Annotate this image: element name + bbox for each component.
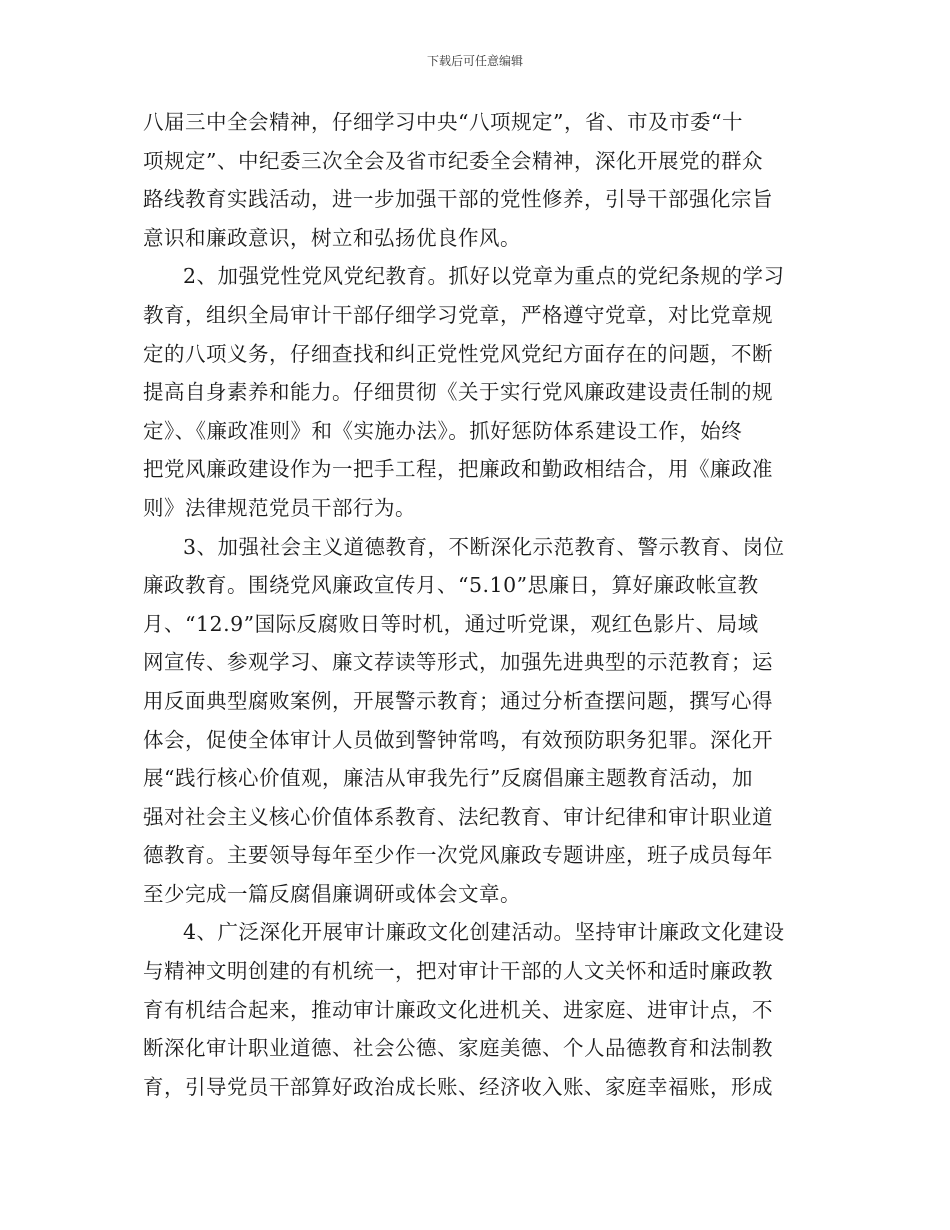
text-line: 体会，促使全体审计人员做到警钟常鸣，有效预防职务犯罪。深化开 (143, 727, 773, 752)
text-line: 强对社会主义核心价值体系教育、法纪教育、审计纪律和审计职业道 (143, 804, 773, 829)
text-line: 4、广泛深化开展审计廉政文化创建活动。坚持审计廉政文化建设 (183, 920, 785, 945)
paragraph-3 (143, 528, 808, 914)
text-line: 网宣传、参观学习、廉文荐读等形式，加强先进典型的示范教育；运 (143, 650, 773, 675)
text-line: 提高自身素养和能力。仔细贯彻《关于实行党风廉政建设责任制的规 (143, 380, 773, 405)
text-line: 德教育。主要领导每年至少作一次党风廉政专题讲座，班子成员每年 (143, 843, 773, 868)
text-line: 用反面典型腐败案例，开展警示教育；通过分析查摆问题，撰写心得 (143, 688, 773, 713)
text-line: 廉政教育。围绕党风廉政宣传月、“5.10”思廉日，算好廉政帐宣教 (143, 573, 759, 598)
text-line: 3、加强社会主义道德教育，不断深化示范教育、警示教育、岗位 (183, 534, 785, 559)
text-line: 则》法律规范党员干部行为。 (143, 495, 416, 520)
text-line: 教育，组织全局审计干部仔细学习党章，严格遵守党章，对比党章规 (143, 302, 773, 327)
paragraph-4 (143, 913, 808, 1106)
text-line: 与精神文明创建的有机统一，把对审计干部的人文关怀和适时廉政教 (143, 959, 773, 984)
text-line: 定》、《廉政准则》和《实施办法》。抓好惩防体系建设工作，始终 (143, 418, 743, 443)
text-line: 意识和廉政意识，树立和弘扬优良作风。 (143, 225, 521, 250)
page-header: 下载后可任意编辑 (426, 54, 523, 68)
paragraph-2 (143, 257, 808, 527)
paragraph-continuation (143, 103, 808, 257)
text-line: 展“践行核心价值观，廉洁从审我先行”反腐倡廉主题教育活动，加 (143, 766, 753, 791)
text-line: 育，引导党员干部算好政治成长账、经济收入账、家庭幸福账，形成 (143, 1074, 773, 1099)
document-body (143, 103, 808, 1106)
text-line: 路线教育实践活动，进一步加强干部的党性修养，引导干部强化宗旨 (143, 187, 773, 212)
text-line: 2、加强党性党风党纪教育。抓好以党章为重点的党纪条规的学习 (183, 264, 785, 289)
text-line: 项规定”、中纪委三次全会及省市纪委全会精神，深化开展党的群众 (143, 148, 763, 173)
text-line: 八届三中全会精神，仔细学习中央“八项规定”，省、市及市委“十 (143, 110, 743, 134)
text-line: 断深化审计职业道德、社会公德、家庭美德、个人品德教育和法制教 (143, 1036, 773, 1061)
text-line: 月、“12.9”国际反腐败日等时机，通过听党课，观红色影片、局域 (143, 611, 759, 636)
text-line: 把党风廉政建设作为一把手工程，把廉政和勤政相结合，用《廉政准 (143, 457, 773, 482)
text-line: 育有机结合起来，推动审计廉政文化进机关、进家庭、进审计点，不 (143, 997, 773, 1022)
text-line: 定的八项义务，仔细查找和纠正党性党风党纪方面存在的问题，不断 (143, 341, 773, 366)
text-line: 至少完成一篇反腐倡廉调研或体会文章。 (143, 881, 521, 906)
